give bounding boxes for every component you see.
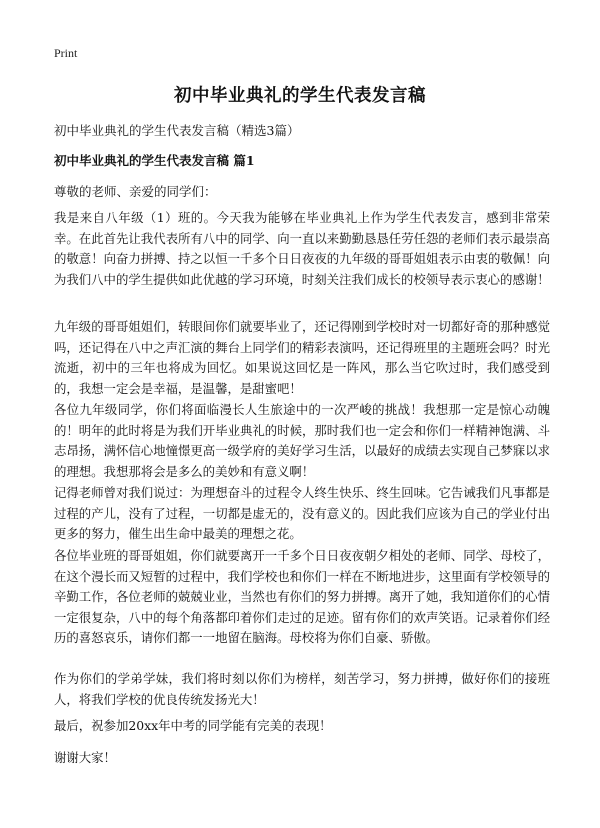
paragraph-promise: 作为你们的学弟学妹，我们将时刻以你们为榜样，刻苦学习，努力拼搏，做好你们的接班人，将我们学校的优良传统发扬光大！ [54, 671, 550, 707]
paragraph-challenge: 各位九年级同学，你们将面临漫长人生旅途中的一次严峻的挑战！我想那一定是惊心动魄的！明年的此时将是为我们开毕业典礼的时候，那时我们也一定会和你们一样精神饱满、斗志昂扬，满怀信心地憧憬更高一级学府的美好学习生活，以最好的成绩去实现自己梦寐以求的理想。我想那将会是多么的美妙和有意义啊！ [54, 402, 550, 479]
paragraph-ideals: 记得老师曾对我们说过：为理想奋斗的过程令人终生快乐、终生回味。它告诫我们凡事都是过程的产儿，没有了过程，一切都是虚无的，没有意义的。因此我们应该为自己的学业付出更多的努力，催生出生命中最美的理想之花。 [54, 485, 550, 541]
salutation: 尊敬的老师、亲爱的同学们： [54, 184, 217, 199]
paragraph-thanks: 谢谢大家！ [54, 750, 116, 765]
section-heading: 初中毕业典礼的学生代表发言稿 篇1 [54, 153, 255, 168]
paragraph-intro: 我是来自八年级（1）班的。今天我为能够在毕业典礼上作为学生代表发言，感到非常荣幸。在此首先让我代表所有八中的同学、向一直以来勤勤恳恳任劳任怨的老师们表示最崇高的敬意！向奋力拼搏、持之以恒一千多个日日夜夜的九年级的哥哥姐姐表示由衷的敬佩！向为我们八中的学生提供如此优越的学习环境，时刻关注我们成长的校领导表示衷心的感谢！ [54, 210, 550, 287]
paragraph-wishes: 最后，祝参加20xx年中考的同学能有完美的表现！ [54, 718, 332, 733]
paragraph-memories: 九年级的哥哥姐姐们，转眼间你们就要毕业了，还记得刚到学校时对一切都好奇的那种感觉吗，还记得在八中之声汇演的舞台上同学们的精彩表演吗，还记得班里的主题班会吗？时光流逝，初中的三年也将成为回忆。如果说这回忆是一阵风，那么当它吹过时，我们感受到的，我想一定会是幸福，是温馨，是甜蜜吧！ [54, 319, 550, 396]
paragraph-farewell: 各位毕业班的哥哥姐姐，你们就要离开一千多个日日夜夜朝夕相处的老师、同学、母校了，在这个漫长而又短暂的过程中，我们学校也和你们一样在不断地进步，这里面有学校领导的辛勤工作，各位老师的兢兢业业，当然也有你们的努力拼搏。离开了她，我知道你们的心情一定很复杂，八中的每个角落都印着你们走过的足迹。留有你们的欢声笑语。记录着你们经历的喜怒哀乐，请你们都一一地留在脑海。母校将为你们自豪、骄傲。 [54, 548, 550, 645]
page-title: 初中毕业典礼的学生代表发言稿 [174, 86, 426, 106]
print-label[interactable]: Print [54, 46, 78, 60]
subtitle: 初中毕业典礼的学生代表发言稿（精选3篇） [54, 123, 300, 138]
